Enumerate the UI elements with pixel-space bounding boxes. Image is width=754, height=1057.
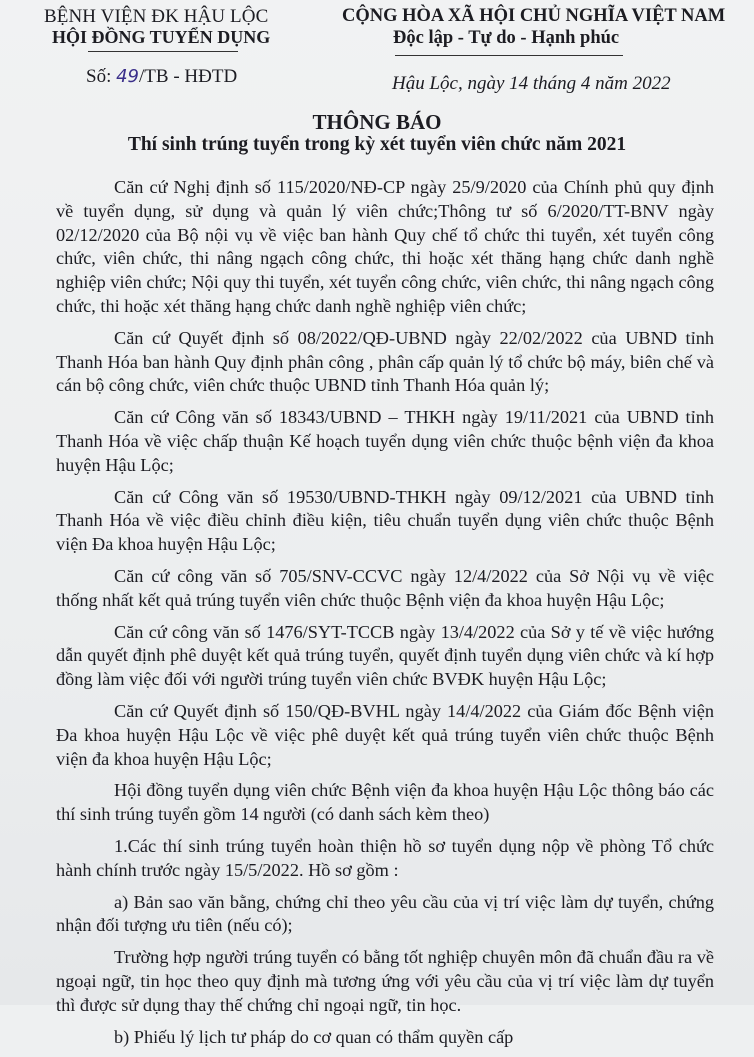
paragraph-item-b: b) Phiếu lý lịch tư pháp do cơ quan có thẩm quyền cấp [114, 1026, 514, 1047]
committee-name: HỘI ĐỒNG TUYỂN DỤNG [52, 27, 271, 47]
national-title: CỘNG HÒA XÃ HỘI CHỦ NGHĨA VIỆT NAM [342, 6, 726, 26]
document-number-handwritten: 49 [116, 66, 140, 87]
paragraph-legal-basis-3: Căn cứ Công văn số 18343/UBND – THKH ngày 19/11/2021 của UBND tỉnh Thanh Hóa về việc chấp thuận Kế hoạch tuyển dụng viên chức thuộc bệnh viện đa khoa huyện Hậu Lộc; [56, 407, 714, 475]
paragraph-legal-basis-5: Căn cứ công văn số 705/SNV-CCVC ngày 12/4/2022 của Sở Nội vụ về việc thống nhất kết quả trúng tuyển viên chức thuộc Bệnh viện đa khoa huyện Hậu Lộc; [56, 565, 714, 610]
motto-underline [395, 55, 623, 56]
page-title: THÔNG BÁO [312, 110, 442, 134]
document-body [56, 176, 714, 1057]
document-number [86, 66, 237, 88]
paragraph-note: Trường hợp người trúng tuyển có bằng tốt nghiệp chuyên môn đã chuẩn đầu ra về ngoại ngữ, tin học theo quy định mà tương ứng với yêu cầu của vị trí việc làm dự tuyển thì được sử dụng thay thế chứng chỉ ngoại ngữ, tin học. [56, 947, 714, 1015]
paragraph-item-a: a) Bản sao văn bằng, chứng chỉ theo yêu cầu của vị trí việc làm dự tuyển, chứng nhận đối tượng ưu tiên (nếu có); [56, 891, 714, 936]
paragraph-legal-basis-2: Căn cứ Quyết định số 08/2022/QĐ-UBND ngày 22/02/2022 của UBND tỉnh Thanh Hóa ban hành Quy định phân công , phân cấp quản lý tổ chức bộ máy, biên chế và cán bộ công chức, viên chức thuộc UBND tỉnh Thanh Hóa quản lý; [56, 327, 714, 396]
date-line: Hậu Lộc, ngày 14 tháng 4 năm 2022 [392, 73, 671, 94]
organization-name: BỆNH VIỆN ĐK HẬU LỘC [44, 6, 269, 27]
paragraph-item-1: 1.Các thí sinh trúng tuyển hoàn thiện hồ sơ tuyển dụng nộp về phòng Tổ chức hành chính trước ngày 15/5/2022. Hồ sơ gồm : [56, 835, 714, 880]
document-number-suffix: /TB - HĐTD [139, 66, 238, 87]
organization-underline [88, 51, 238, 52]
paragraph-legal-basis-7: Căn cứ Quyết định số 150/QĐ-BVHL ngày 14/4/2022 của Giám đốc Bệnh viện Đa khoa huyện Hậu Lộc về việc phê duyệt kết quả trúng tuyển viên chức thuộc Bệnh viện đa khoa huyện Hậu Lộc; [56, 700, 714, 769]
paragraph-legal-basis-6: Căn cứ công văn số 1476/SYT-TCCB ngày 13/4/2022 của Sở y tế về việc hướng dẫn quyết định phê duyệt kết quả trúng tuyển, quyết định tuyển dụng viên chức và kí hợp đồng làm việc đối với người trúng tuyển viên chức BVĐK huyện Hậu Lộc; [56, 621, 714, 690]
paragraph-legal-basis-1: Căn cứ Nghị định số 115/2020/NĐ-CP ngày 25/9/2020 của Chính phủ quy định về tuyển dụng, sử dụng và quản lý viên chức;Thông tư số 6/2020/TT-BNV ngày 02/12/2020 của Bộ nội vụ về việc ban hành Quy chế tổ chức thi tuyển, xét tuyển công chức, viên chức, thi nâng ngạch công chức, thi hoặc xét thăng hạng chức danh nghề nghiệp viên chức; Nội quy thi tuyển, xét tuyển công chức, viên chức, thi nâng ngạch công chức, thi hoặc xét thăng hạng chức danh nghề nghiệp viên chức; [56, 177, 714, 316]
document-number-prefix: Số: [86, 66, 117, 87]
paragraph-announcement: Hội đồng tuyển dụng viên chức Bệnh viện đa khoa huyện Hậu Lộc thông báo các thí sinh trúng tuyển gồm 14 người (có danh sách kèm theo) [56, 780, 714, 825]
page-subtitle: Thí sinh trúng tuyển trong kỳ xét tuyển viên chức năm 2021 [127, 134, 627, 155]
paragraph-legal-basis-4: Căn cứ Công văn số 19530/UBND-THKH ngày 09/12/2021 của UBND tỉnh Thanh Hóa về việc điều chỉnh điều kiện, tiêu chuẩn tuyển dụng viên chức thuộc Bệnh viện Đa khoa huyện Hậu Lộc; [56, 486, 714, 555]
national-motto: Độc lập - Tự do - Hạnh phúc [393, 28, 620, 48]
